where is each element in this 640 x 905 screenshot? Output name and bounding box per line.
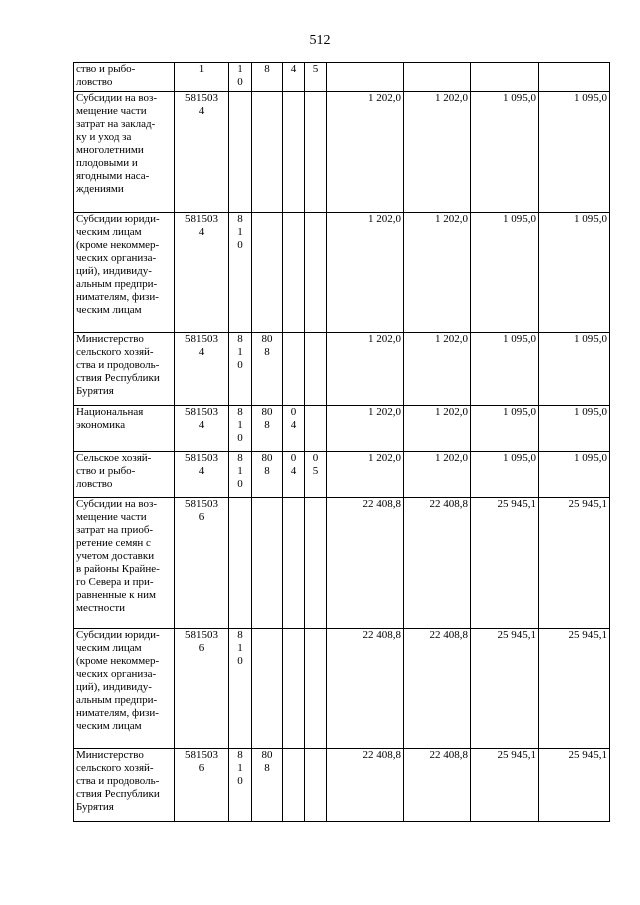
row-name-cell: ство и рыбо- ловство [74,63,175,92]
row-name-cell: Национальная экономика [74,406,175,452]
target-article-cell: 581503 6 [175,749,229,822]
row-name-cell: Субсидии на воз- мещение части затрат на заклад- ку и уход за многолетними плодовыми и ягодными наса- ждениями [74,92,175,213]
amount-cell-4: 1 095,0 [539,92,610,213]
target-article-cell: 581503 4 [175,92,229,213]
section-cell [283,498,305,629]
section-cell: 0 4 [283,452,305,498]
amount-cell-2: 1 202,0 [404,406,471,452]
amount-cell-1: 22 408,8 [327,629,404,749]
expense-type-cell: 8 1 0 [229,333,252,406]
amount-cell-2: 22 408,8 [404,498,471,629]
amount-cell-1 [327,63,404,92]
table-row [74,498,610,629]
amount-cell-3 [471,63,539,92]
subsection-cell: 0 5 [305,452,327,498]
subsection-cell [305,498,327,629]
expense-type-cell: 8 1 0 [229,749,252,822]
row-name-cell: Субсидии юриди- ческим лицам (кроме некоммер- ческих организа- ций), индивиду- альным предпри- нимателям, физи- ческим лицам [74,629,175,749]
page-number: 512 [309,33,331,48]
subsection-cell [305,629,327,749]
section-cell [283,333,305,406]
amount-cell-3: 25 945,1 [471,749,539,822]
row-name-cell: Субсидии на воз- мещение части затрат на приоб- ретение семян с учетом доставки в районы Крайне- го Севера и при- равненные к ним местности [74,498,175,629]
amount-cell-1: 1 202,0 [327,452,404,498]
amount-cell-3: 1 095,0 [471,406,539,452]
target-article-cell: 581503 4 [175,333,229,406]
table-body [74,63,610,822]
target-article-cell: 581503 4 [175,406,229,452]
amount-cell-3: 1 095,0 [471,452,539,498]
section-cell [283,749,305,822]
expense-type-cell [229,498,252,629]
expense-type-cell: 8 1 0 [229,406,252,452]
table-row [74,213,610,333]
ministry-code-cell [252,498,283,629]
table-row [74,63,610,92]
amount-cell-1: 22 408,8 [327,498,404,629]
section-cell: 4 [283,63,305,92]
amount-cell-3: 25 945,1 [471,629,539,749]
amount-cell-2: 22 408,8 [404,629,471,749]
expense-type-cell: 8 1 0 [229,629,252,749]
amount-cell-3: 1 095,0 [471,333,539,406]
table-row [74,629,610,749]
amount-cell-4 [539,63,610,92]
amount-cell-4: 1 095,0 [539,406,610,452]
subsection-cell: 5 [305,63,327,92]
ministry-code-cell: 80 8 [252,406,283,452]
section-cell [283,92,305,213]
expense-type-cell: 8 1 0 [229,213,252,333]
amount-cell-4: 25 945,1 [539,498,610,629]
expense-type-cell: 1 0 [229,63,252,92]
ministry-code-cell: 80 8 [252,452,283,498]
table-row [74,333,610,406]
target-article-cell: 581503 6 [175,498,229,629]
amount-cell-4: 1 095,0 [539,452,610,498]
amount-cell-2: 1 202,0 [404,333,471,406]
amount-cell-1: 22 408,8 [327,749,404,822]
amount-cell-2: 1 202,0 [404,213,471,333]
row-name-cell: Субсидии юриди- ческим лицам (кроме некоммер- ческих организа- ций), индивиду- альным предпри- нимателям, физи- ческим лицам [74,213,175,333]
expense-type-cell [229,92,252,213]
amount-cell-1: 1 202,0 [327,333,404,406]
amount-cell-2: 1 202,0 [404,452,471,498]
table-row [74,92,610,213]
subsection-cell [305,213,327,333]
target-article-cell: 581503 4 [175,452,229,498]
subsection-cell [305,749,327,822]
row-name-cell: Министерство сельского хозяй- ства и продоволь- ствия Республики Бурятия [74,749,175,822]
amount-cell-3: 1 095,0 [471,92,539,213]
row-name-cell: Министерство сельского хозяй- ства и продоволь- ствия Республики Бурятия [74,333,175,406]
amount-cell-4: 1 095,0 [539,333,610,406]
amount-cell-3: 1 095,0 [471,213,539,333]
section-cell: 0 4 [283,406,305,452]
ministry-code-cell: 8 [252,63,283,92]
amount-cell-4: 1 095,0 [539,213,610,333]
amount-cell-2 [404,63,471,92]
ministry-code-cell [252,92,283,213]
subsection-cell [305,92,327,213]
amount-cell-4: 25 945,1 [539,749,610,822]
table-row [74,452,610,498]
target-article-cell: 581503 4 [175,213,229,333]
subsection-cell [305,406,327,452]
ministry-code-cell: 80 8 [252,749,283,822]
ministry-code-cell [252,629,283,749]
ministry-code-cell [252,213,283,333]
amount-cell-1: 1 202,0 [327,406,404,452]
budget-table [73,62,610,822]
subsection-cell [305,333,327,406]
expense-type-cell: 8 1 0 [229,452,252,498]
row-name-cell: Сельское хозяй- ство и рыбо- ловство [74,452,175,498]
section-cell [283,629,305,749]
amount-cell-1: 1 202,0 [327,92,404,213]
amount-cell-4: 25 945,1 [539,629,610,749]
amount-cell-3: 25 945,1 [471,498,539,629]
section-cell [283,213,305,333]
target-article-cell: 581503 6 [175,629,229,749]
target-article-cell: 1 [175,63,229,92]
table-row [74,406,610,452]
table-row [74,749,610,822]
amount-cell-1: 1 202,0 [327,213,404,333]
ministry-code-cell: 80 8 [252,333,283,406]
amount-cell-2: 1 202,0 [404,92,471,213]
amount-cell-2: 22 408,8 [404,749,471,822]
